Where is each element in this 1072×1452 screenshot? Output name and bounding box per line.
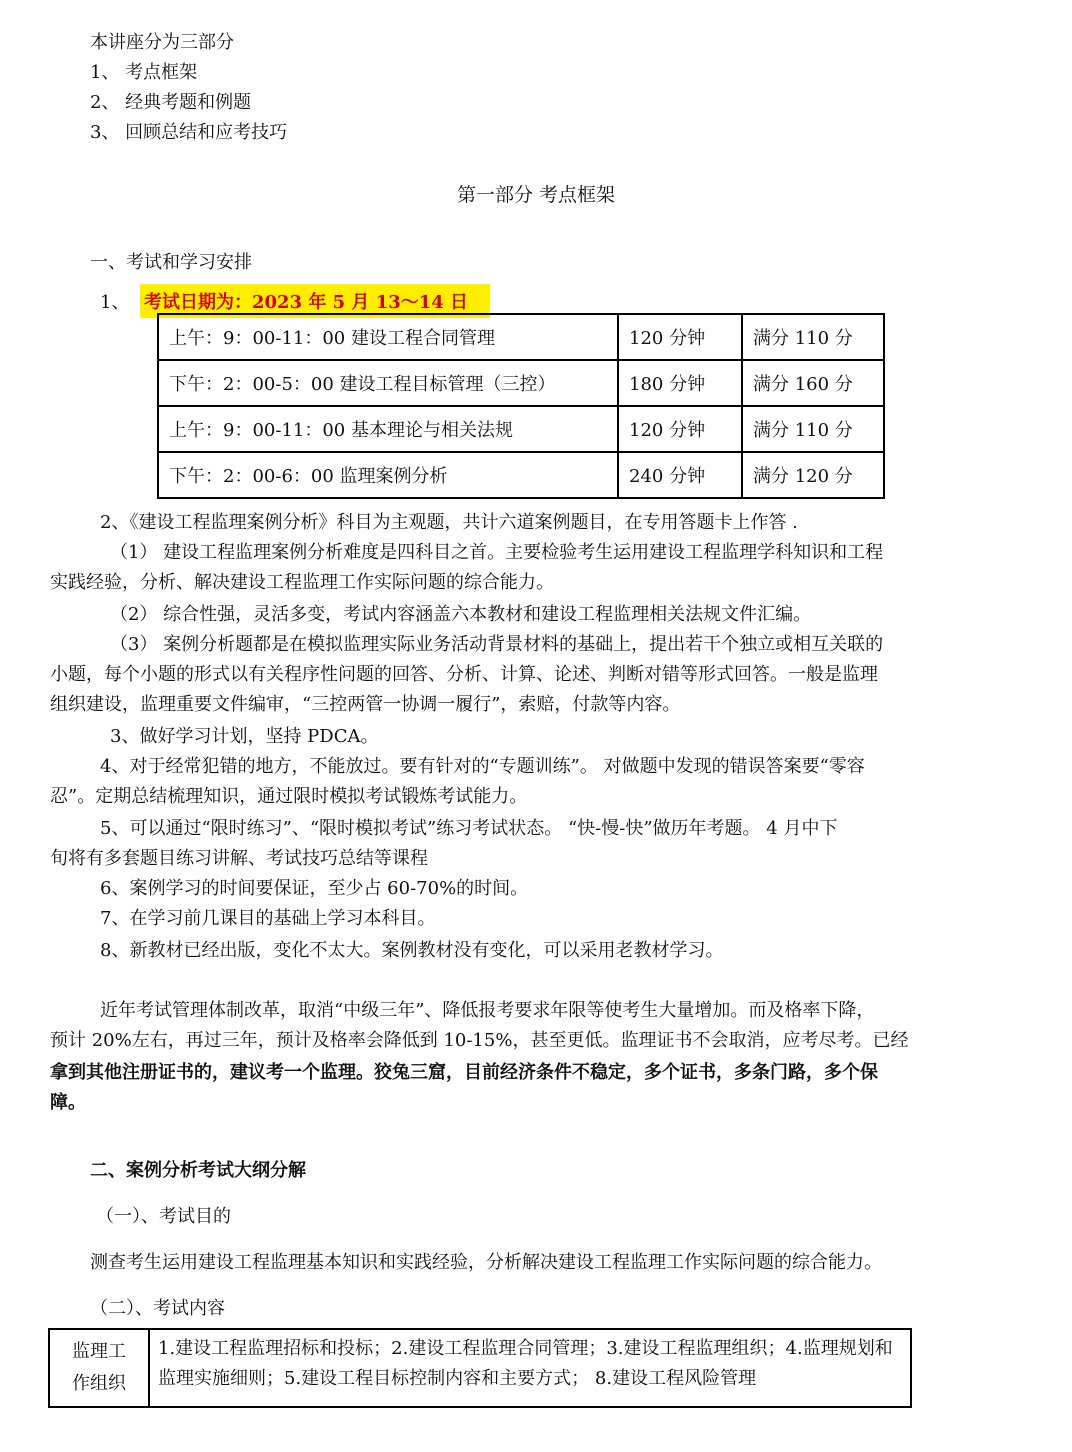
schedule-time: 上午：9：00-11：00 建设工程合同管理: [158, 314, 618, 360]
content-category: [49, 1329, 149, 1407]
section1-heading: 一、考试和学习安排: [90, 252, 252, 273]
paragraph-5a: 5、可以通过“限时练习”、“限时模拟考试”练习考试状态。 “快-慢-快”做历年考题。 4 月中下: [100, 818, 838, 839]
schedule-duration: 240 分钟: [618, 452, 742, 498]
schedule-score: 满分 110 分: [742, 406, 884, 452]
schedule-time: 下午：2：00-5：00 建设工程目标管理（三控）: [158, 360, 618, 406]
content-category-line-1: 监理工: [72, 1341, 126, 1362]
paragraph-2: 2、《建设工程监理案例分析》科目为主观题，共计六道案例题目，在专用答题卡上作答 .: [100, 512, 798, 533]
paragraph-4b: 忍”。定期总结梳理知识，通过限时模拟考试锻炼考试能力。: [50, 786, 528, 807]
paragraph-8: 8、新教材已经出版，变化不太大。案例教材没有变化，可以采用老教材学习。: [100, 940, 724, 961]
schedule-score: 满分 160 分: [742, 360, 884, 406]
schedule-duration: 180 分钟: [618, 360, 742, 406]
table-row: [158, 360, 884, 406]
paragraph-2-3b: 小题，每个小题的形式以有关程序性问题的回答、分析、计算、论述、判断对错等形式回答。一般是监理: [50, 664, 878, 685]
schedule-duration: 120 分钟: [618, 406, 742, 452]
paragraph-reform-a: 近年考试管理体制改革，取消“中级三年”、降低报考要求年限等使考生大量增加。而及格率下降，: [100, 1000, 875, 1021]
paragraph-6: 6、案例学习的时间要保证，至少占 60-70%的时间。: [100, 878, 529, 899]
paragraph-reform-d: 障。: [50, 1092, 86, 1113]
content-items: 1.建设工程监理招标和投标；2.建设工程监理合同管理；3.建设工程监理组织；4.监理规划和监理实施细则；5.建设工程目标控制内容和主要方式； 8.建设工程风险管理: [149, 1329, 911, 1407]
paragraph-reform-c: 拿到其他注册证书的，建议考一个监理。狡兔三窟，目前经济条件不稳定，多个证书，多条门路，多个保: [50, 1062, 878, 1083]
schedule-time: 上午：9：00-11：00 基本理论与相关法规: [158, 406, 618, 452]
exam-schedule-table: [157, 313, 885, 499]
schedule-score: 满分 120 分: [742, 452, 884, 498]
table-row: [158, 452, 884, 498]
paragraph-2-1a: （1） 建设工程监理案例分析难度是四科目之首。主要检验考生运用建设工程监理学科知识和工程: [110, 542, 884, 563]
paragraph-2-1b: 实践经验，分析、解决建设工程监理工作实际问题的综合能力。: [50, 572, 554, 593]
exam-date-highlight: 考试日期为：2023 年 5 月 13～14 日: [140, 284, 490, 318]
content-category-line-2: 作组织: [72, 1373, 126, 1394]
paragraph-4a: 4、对于经常犯错的地方，不能放过。要有针对的“专题训练”。 对做题中发现的错误答案要“零容: [100, 756, 865, 777]
section2-sub2: （二）、考试内容: [90, 1298, 225, 1319]
paragraph-2-2: （2） 综合性强，灵活多变，考试内容涵盖六本教材和建设工程监理相关法规文件汇编。: [110, 604, 812, 625]
paragraph-2-3a: （3） 案例分析题都是在模拟监理实际业务活动背景材料的基础上，提出若干个独立或相互关联的: [110, 634, 884, 655]
exam-content-table: [48, 1328, 912, 1408]
schedule-score: 满分 110 分: [742, 314, 884, 360]
intro-item-3: 3、 回顾总结和应考技巧: [90, 122, 288, 143]
table-row: [158, 314, 884, 360]
table-row: [49, 1329, 911, 1407]
intro-item-1: 1、 考点框架: [90, 62, 198, 83]
schedule-duration: 120 分钟: [618, 314, 742, 360]
intro-heading: 本讲座分为三部分: [90, 32, 234, 53]
section2-sub1: （一）、考试目的: [96, 1206, 231, 1227]
item1-number: 1、: [100, 292, 130, 313]
paragraph-2-3c: 组织建设，监理重要文件编审，“三控两管一协调一履行”，索赔，付款等内容。: [50, 694, 681, 715]
paragraph-5b: 旬将有多套题目练习讲解、考试技巧总结等课程: [50, 848, 428, 869]
paragraph-reform-b: 预计 20%左右，再过三年，预计及格率会降低到 10-15%，甚至更低。监理证书不会取消，应考尽考。已经: [50, 1030, 909, 1051]
intro-item-2: 2、 经典考题和例题: [90, 92, 252, 113]
schedule-time: 下午：2：00-6：00 监理案例分析: [158, 452, 618, 498]
section2-sub1-text: 测查考生运用建设工程监理基本知识和实践经验，分析解决建设工程监理工作实际问题的综合能力。: [90, 1252, 882, 1273]
section2-heading: 二、案例分析考试大纲分解: [90, 1160, 306, 1181]
table-row: [158, 406, 884, 452]
paragraph-7: 7、在学习前几课目的基础上学习本科目。: [100, 908, 436, 929]
part-title: 第一部分 考点框架: [456, 184, 616, 206]
paragraph-3: 3、做好学习计划，坚持 PDCA。: [110, 726, 379, 747]
